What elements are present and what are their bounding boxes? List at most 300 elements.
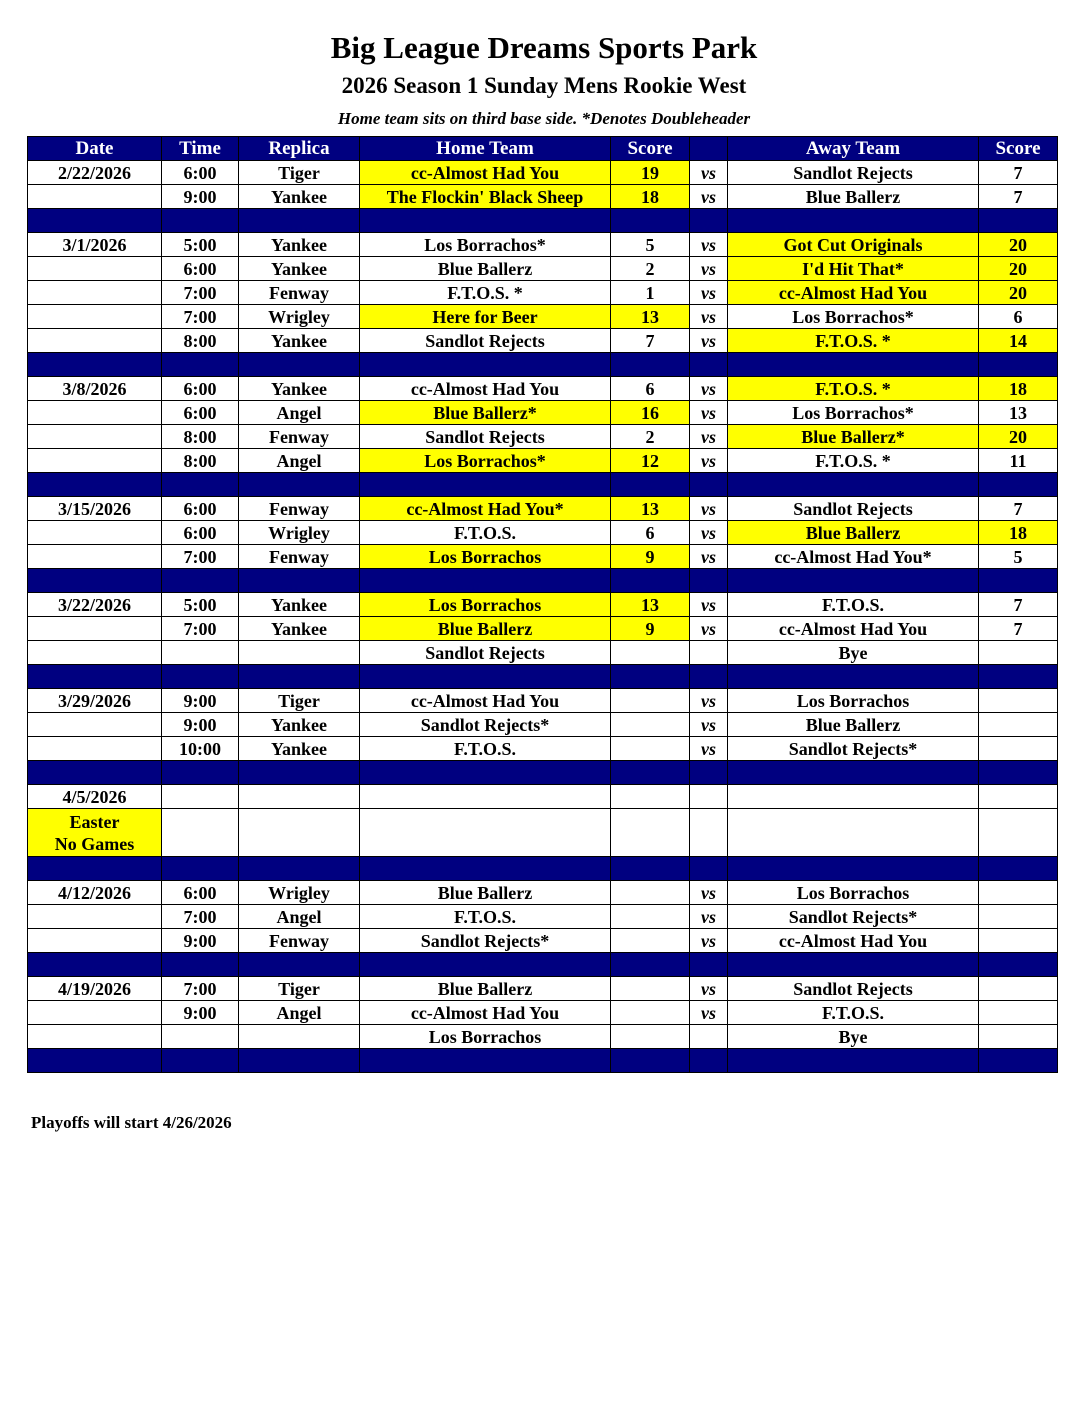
week-separator-row — [28, 473, 1058, 497]
table-row — [28, 401, 1058, 425]
home-score-cell: 6 — [611, 377, 690, 401]
week-separator-row — [28, 857, 1058, 881]
home-score-cell: 7 — [611, 329, 690, 353]
playoffs-note: Playoffs will start 4/26/2026 — [31, 1113, 232, 1132]
time-cell: 9:00 — [162, 713, 239, 737]
time-cell: 6:00 — [162, 521, 239, 545]
away-score-cell — [979, 881, 1058, 905]
separator-cell — [28, 1049, 162, 1073]
vs-cell: vs — [690, 329, 728, 353]
col-header-away-team: Away Team — [728, 137, 979, 161]
away-team-cell: F.T.O.S. — [728, 1001, 979, 1025]
empty-cell — [979, 809, 1058, 857]
replica-cell: Yankee — [239, 737, 360, 761]
away-team-cell: Los Borrachos* — [728, 401, 979, 425]
separator-cell — [28, 569, 162, 593]
date-cell: 4/5/2026 — [28, 785, 162, 809]
replica-cell — [239, 641, 360, 665]
home-score-cell — [611, 905, 690, 929]
vs-cell: vs — [690, 257, 728, 281]
vs-cell — [690, 641, 728, 665]
replica-cell — [239, 1025, 360, 1049]
separator-cell — [360, 209, 611, 233]
away-team-cell: cc-Almost Had You — [728, 617, 979, 641]
vs-cell: vs — [690, 161, 728, 185]
home-team-cell: Sandlot Rejects* — [360, 713, 611, 737]
home-score-cell — [611, 1025, 690, 1049]
away-team-cell: Blue Ballerz — [728, 521, 979, 545]
replica-cell: Fenway — [239, 929, 360, 953]
replica-cell: Fenway — [239, 425, 360, 449]
separator-cell — [162, 1049, 239, 1073]
time-cell: 7:00 — [162, 305, 239, 329]
time-cell: 5:00 — [162, 233, 239, 257]
vs-cell: vs — [690, 1001, 728, 1025]
home-score-cell: 12 — [611, 449, 690, 473]
separator-cell — [611, 665, 690, 689]
time-cell: 6:00 — [162, 257, 239, 281]
replica-cell: Tiger — [239, 689, 360, 713]
separator-cell — [728, 761, 979, 785]
replica-cell: Wrigley — [239, 881, 360, 905]
home-team-cell: cc-Almost Had You — [360, 161, 611, 185]
home-team-cell: F.T.O.S. — [360, 737, 611, 761]
separator-cell — [239, 1049, 360, 1073]
away-score-cell: 18 — [979, 377, 1058, 401]
vs-cell: vs — [690, 929, 728, 953]
date-cell — [28, 1025, 162, 1049]
separator-cell — [360, 953, 611, 977]
col-header-away-score: Score — [979, 137, 1058, 161]
home-score-cell: 2 — [611, 257, 690, 281]
separator-cell — [360, 857, 611, 881]
separator-cell — [611, 761, 690, 785]
separator-cell — [239, 209, 360, 233]
separator-cell — [28, 665, 162, 689]
table-header-row — [28, 137, 1058, 161]
separator-cell — [239, 473, 360, 497]
table-row — [28, 977, 1058, 1001]
replica-cell: Angel — [239, 449, 360, 473]
table-row — [28, 425, 1058, 449]
date-cell: 3/15/2026 — [28, 497, 162, 521]
separator-cell — [162, 353, 239, 377]
away-team-cell: Blue Ballerz — [728, 185, 979, 209]
away-score-cell: 7 — [979, 593, 1058, 617]
date-cell — [28, 257, 162, 281]
home-team-cell: Los Borrachos* — [360, 449, 611, 473]
replica-cell: Tiger — [239, 161, 360, 185]
home-score-cell: 13 — [611, 497, 690, 521]
table-row — [28, 161, 1058, 185]
home-team-cell: The Flockin' Black Sheep — [360, 185, 611, 209]
week-separator-row — [28, 209, 1058, 233]
table-row — [28, 641, 1058, 665]
week-separator-row — [28, 761, 1058, 785]
away-score-cell — [979, 689, 1058, 713]
separator-cell — [239, 761, 360, 785]
separator-cell — [979, 761, 1058, 785]
col-header-replica: Replica — [239, 137, 360, 161]
schedule-body — [28, 161, 1058, 1073]
replica-cell: Fenway — [239, 545, 360, 569]
vs-cell: vs — [690, 521, 728, 545]
table-row — [28, 497, 1058, 521]
away-score-cell: 11 — [979, 449, 1058, 473]
time-cell — [162, 641, 239, 665]
separator-cell — [611, 569, 690, 593]
replica-cell: Angel — [239, 401, 360, 425]
away-score-cell: 5 — [979, 545, 1058, 569]
table-row — [28, 593, 1058, 617]
vs-cell: vs — [690, 401, 728, 425]
home-team-cell: Here for Beer — [360, 305, 611, 329]
away-team-cell: Sandlot Rejects — [728, 977, 979, 1001]
time-cell: 6:00 — [162, 881, 239, 905]
holiday-cell — [28, 809, 162, 857]
separator-cell — [690, 569, 728, 593]
time-cell: 7:00 — [162, 905, 239, 929]
empty-cell — [360, 809, 611, 857]
col-header-vs — [690, 137, 728, 161]
schedule-table — [27, 136, 1058, 1073]
table-row — [28, 737, 1058, 761]
home-team-cell: Los Borrachos* — [360, 233, 611, 257]
home-team-cell: cc-Almost Had You — [360, 377, 611, 401]
week-separator-row — [28, 1049, 1058, 1073]
vs-cell: vs — [690, 881, 728, 905]
replica-cell: Yankee — [239, 377, 360, 401]
home-team-cell: Blue Ballerz* — [360, 401, 611, 425]
separator-cell — [162, 209, 239, 233]
separator-cell — [162, 569, 239, 593]
date-cell: 3/22/2026 — [28, 593, 162, 617]
page-title: Big League Dreams Sports Park — [330, 30, 758, 65]
separator-cell — [360, 473, 611, 497]
vs-cell: vs — [690, 905, 728, 929]
home-score-cell: 9 — [611, 617, 690, 641]
away-team-cell: cc-Almost Had You* — [728, 545, 979, 569]
separator-cell — [611, 953, 690, 977]
away-team-cell: Sandlot Rejects — [728, 161, 979, 185]
schedule-note: Home team sits on third base side. *Denotes Doubleheader — [337, 109, 751, 128]
separator-cell — [360, 353, 611, 377]
home-score-cell — [611, 689, 690, 713]
date-cell — [28, 281, 162, 305]
away-team-cell: Blue Ballerz* — [728, 425, 979, 449]
table-row — [28, 545, 1058, 569]
home-score-cell — [611, 641, 690, 665]
replica-cell: Angel — [239, 905, 360, 929]
away-team-cell: Los Borrachos — [728, 689, 979, 713]
home-team-cell: Los Borrachos — [360, 545, 611, 569]
separator-cell — [162, 761, 239, 785]
separator-cell — [979, 473, 1058, 497]
home-score-cell — [611, 1001, 690, 1025]
time-cell: 8:00 — [162, 329, 239, 353]
away-team-cell: Blue Ballerz — [728, 713, 979, 737]
week-separator-row — [28, 569, 1058, 593]
away-score-cell: 6 — [979, 305, 1058, 329]
away-score-cell: 13 — [979, 401, 1058, 425]
replica-cell: Fenway — [239, 281, 360, 305]
home-score-cell — [611, 881, 690, 905]
home-score-cell — [611, 929, 690, 953]
replica-cell: Tiger — [239, 977, 360, 1001]
separator-cell — [979, 209, 1058, 233]
separator-cell — [979, 857, 1058, 881]
col-header-date: Date — [28, 137, 162, 161]
empty-cell — [162, 809, 239, 857]
date-cell — [28, 713, 162, 737]
away-team-cell: Bye — [728, 1025, 979, 1049]
away-team-cell: Sandlot Rejects* — [728, 905, 979, 929]
away-team-cell: Los Borrachos* — [728, 305, 979, 329]
date-cell — [28, 617, 162, 641]
holiday-note: No Games — [54, 833, 135, 854]
away-score-cell — [979, 641, 1058, 665]
home-team-cell: Blue Ballerz — [360, 257, 611, 281]
home-score-cell — [611, 713, 690, 737]
away-team-cell: F.T.O.S. * — [728, 377, 979, 401]
vs-cell: vs — [690, 185, 728, 209]
replica-cell: Wrigley — [239, 305, 360, 329]
away-score-cell — [979, 713, 1058, 737]
separator-cell — [360, 569, 611, 593]
home-score-cell: 2 — [611, 425, 690, 449]
table-row — [28, 785, 1058, 809]
empty-cell — [239, 809, 360, 857]
replica-cell: Angel — [239, 1001, 360, 1025]
vs-cell: vs — [690, 617, 728, 641]
home-team-cell: Blue Ballerz — [360, 977, 611, 1001]
home-score-cell: 19 — [611, 161, 690, 185]
separator-cell — [690, 761, 728, 785]
time-cell: 8:00 — [162, 425, 239, 449]
separator-cell — [360, 761, 611, 785]
separator-cell — [979, 569, 1058, 593]
separator-cell — [360, 665, 611, 689]
separator-cell — [728, 665, 979, 689]
separator-cell — [611, 209, 690, 233]
table-row — [28, 1001, 1058, 1025]
time-cell: 9:00 — [162, 185, 239, 209]
separator-cell — [690, 953, 728, 977]
table-row — [28, 233, 1058, 257]
away-score-cell: 7 — [979, 497, 1058, 521]
home-team-cell: Blue Ballerz — [360, 881, 611, 905]
away-score-cell — [979, 737, 1058, 761]
table-row — [28, 809, 1058, 857]
time-cell: 9:00 — [162, 689, 239, 713]
empty-cell — [239, 785, 360, 809]
table-row — [28, 521, 1058, 545]
week-separator-row — [28, 353, 1058, 377]
away-team-cell: Los Borrachos — [728, 881, 979, 905]
vs-cell: vs — [690, 281, 728, 305]
home-team-cell: Sandlot Rejects* — [360, 929, 611, 953]
separator-cell — [28, 209, 162, 233]
vs-cell: vs — [690, 737, 728, 761]
away-score-cell: 20 — [979, 425, 1058, 449]
separator-cell — [162, 665, 239, 689]
away-team-cell: cc-Almost Had You — [728, 281, 979, 305]
date-cell — [28, 425, 162, 449]
col-header-time: Time — [162, 137, 239, 161]
vs-cell: vs — [690, 977, 728, 1001]
home-team-cell: Sandlot Rejects — [360, 425, 611, 449]
home-score-cell — [611, 977, 690, 1001]
table-row — [28, 305, 1058, 329]
separator-cell — [690, 209, 728, 233]
time-cell: 7:00 — [162, 545, 239, 569]
separator-cell — [239, 953, 360, 977]
home-score-cell: 5 — [611, 233, 690, 257]
separator-cell — [728, 1049, 979, 1073]
separator-cell — [28, 473, 162, 497]
vs-cell: vs — [690, 305, 728, 329]
col-header-home-score: Score — [611, 137, 690, 161]
table-row — [28, 281, 1058, 305]
away-team-cell: I'd Hit That* — [728, 257, 979, 281]
separator-cell — [690, 353, 728, 377]
week-separator-row — [28, 665, 1058, 689]
replica-cell: Yankee — [239, 617, 360, 641]
separator-cell — [728, 473, 979, 497]
time-cell: 6:00 — [162, 161, 239, 185]
away-team-cell: Sandlot Rejects — [728, 497, 979, 521]
vs-cell — [690, 1025, 728, 1049]
separator-cell — [28, 953, 162, 977]
home-team-cell: F.T.O.S. — [360, 521, 611, 545]
separator-cell — [162, 953, 239, 977]
away-score-cell — [979, 977, 1058, 1001]
away-score-cell — [979, 1001, 1058, 1025]
table-row — [28, 377, 1058, 401]
away-score-cell — [979, 1025, 1058, 1049]
time-cell: 9:00 — [162, 1001, 239, 1025]
time-cell: 7:00 — [162, 617, 239, 641]
separator-cell — [690, 473, 728, 497]
date-cell — [28, 449, 162, 473]
empty-cell — [690, 785, 728, 809]
date-cell — [28, 329, 162, 353]
page-subtitle: 2026 Season 1 Sunday Mens Rookie West — [341, 73, 747, 98]
date-cell: 3/8/2026 — [28, 377, 162, 401]
vs-cell: vs — [690, 689, 728, 713]
separator-cell — [979, 1049, 1058, 1073]
separator-cell — [239, 569, 360, 593]
time-cell — [162, 1025, 239, 1049]
table-row — [28, 1025, 1058, 1049]
empty-cell — [162, 785, 239, 809]
away-score-cell: 14 — [979, 329, 1058, 353]
empty-cell — [728, 785, 979, 809]
time-cell: 6:00 — [162, 401, 239, 425]
separator-cell — [728, 209, 979, 233]
replica-cell: Yankee — [239, 185, 360, 209]
home-team-cell: Sandlot Rejects — [360, 329, 611, 353]
separator-cell — [28, 857, 162, 881]
separator-cell — [28, 353, 162, 377]
separator-cell — [360, 1049, 611, 1073]
home-score-cell: 6 — [611, 521, 690, 545]
replica-cell: Yankee — [239, 233, 360, 257]
date-cell — [28, 545, 162, 569]
date-cell — [28, 929, 162, 953]
away-score-cell: 20 — [979, 233, 1058, 257]
home-score-cell: 1 — [611, 281, 690, 305]
separator-cell — [690, 857, 728, 881]
col-header-home-team: Home Team — [360, 137, 611, 161]
separator-cell — [728, 953, 979, 977]
replica-cell: Yankee — [239, 257, 360, 281]
home-team-cell: cc-Almost Had You — [360, 1001, 611, 1025]
replica-cell: Fenway — [239, 497, 360, 521]
home-score-cell: 9 — [611, 545, 690, 569]
replica-cell: Yankee — [239, 329, 360, 353]
table-row — [28, 713, 1058, 737]
date-cell — [28, 641, 162, 665]
time-cell: 10:00 — [162, 737, 239, 761]
date-cell — [28, 401, 162, 425]
empty-cell — [979, 785, 1058, 809]
separator-cell — [728, 569, 979, 593]
date-cell — [28, 185, 162, 209]
replica-cell: Wrigley — [239, 521, 360, 545]
away-team-cell: F.T.O.S. — [728, 593, 979, 617]
home-score-cell: 16 — [611, 401, 690, 425]
away-score-cell: 7 — [979, 617, 1058, 641]
empty-cell — [360, 785, 611, 809]
table-row — [28, 929, 1058, 953]
table-row — [28, 905, 1058, 929]
separator-cell — [979, 953, 1058, 977]
time-cell: 6:00 — [162, 377, 239, 401]
home-score-cell: 18 — [611, 185, 690, 209]
away-score-cell: 20 — [979, 257, 1058, 281]
date-cell — [28, 737, 162, 761]
away-team-cell: Got Cut Originals — [728, 233, 979, 257]
separator-cell — [611, 1049, 690, 1073]
separator-cell — [728, 353, 979, 377]
separator-cell — [239, 857, 360, 881]
table-row — [28, 449, 1058, 473]
replica-cell: Yankee — [239, 713, 360, 737]
table-row — [28, 329, 1058, 353]
separator-cell — [979, 665, 1058, 689]
separator-cell — [979, 353, 1058, 377]
vs-cell: vs — [690, 377, 728, 401]
week-separator-row — [28, 953, 1058, 977]
away-team-cell: cc-Almost Had You — [728, 929, 979, 953]
date-cell — [28, 521, 162, 545]
date-cell: 3/1/2026 — [28, 233, 162, 257]
home-team-cell: cc-Almost Had You — [360, 689, 611, 713]
time-cell: 5:00 — [162, 593, 239, 617]
empty-cell — [611, 785, 690, 809]
away-score-cell — [979, 929, 1058, 953]
time-cell: 7:00 — [162, 281, 239, 305]
separator-cell — [690, 1049, 728, 1073]
separator-cell — [611, 353, 690, 377]
away-score-cell: 7 — [979, 185, 1058, 209]
separator-cell — [239, 665, 360, 689]
date-cell — [28, 305, 162, 329]
vs-cell: vs — [690, 593, 728, 617]
separator-cell — [162, 857, 239, 881]
vs-cell: vs — [690, 545, 728, 569]
